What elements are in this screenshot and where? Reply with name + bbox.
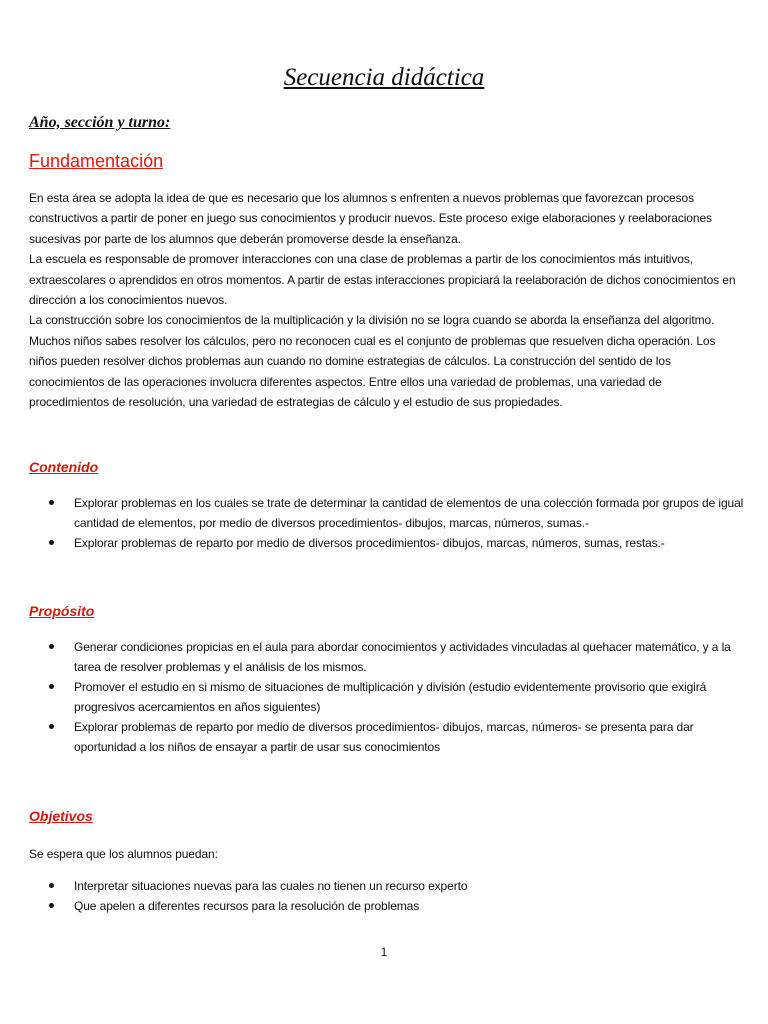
page-number: 1 — [380, 945, 388, 959]
list-item — [0, 493, 744, 533]
objetivos-list — [0, 876, 744, 916]
bullet-icon — [49, 903, 54, 908]
bullet-icon — [49, 724, 54, 729]
bullet-icon — [49, 540, 54, 545]
list-item — [0, 717, 744, 757]
list-item-text: Que apelen a diferentes recursos para la resolución de problemas — [74, 899, 420, 913]
year-section-shift-label: Año, sección y turno: — [29, 114, 171, 131]
list-item-text: Generar condiciones propicias en el aula para abordar conocimientos y actividades vinculadas al quehacer matemático, y a la tarea de resolver problemas y el análisis de los mismos. — [74, 640, 731, 674]
list-item — [0, 876, 744, 896]
objetivos-heading: Objetivos — [29, 808, 93, 824]
paragraph: La construcción sobre los conocimientos de la multiplicación y la división no se logra cuando se aborda la enseñanza del algoritmo. Muchos niños sabes resolver los cálculos, pero no reconocen cual es el conjunto de problemas que resuelven dicha operación. Los niños pueden resolver dichos problemas aun cuando no domine estrategias de cálculos. La construcción del sentido de los conocimientos de las operaciones involucra diferentes aspectos. Entre ellos una variedad de problemas, una variedad de procedimientos de resolución, una variedad de estrategias de cálculo y el estudio de sus propiedades. — [29, 313, 716, 410]
contenido-list — [0, 493, 744, 553]
bullet-icon — [49, 644, 54, 649]
objetivos-intro: Se espera que los alumnos puedan: — [29, 847, 218, 861]
list-item — [0, 677, 744, 717]
list-item-text: Explorar problemas de reparto por medio de diversos procedimientos- dibujos, marcas, números- se presenta para dar oportunidad a los niños de ensayar a partir de usar sus conocimientos — [74, 720, 694, 754]
bullet-icon — [49, 883, 54, 888]
proposito-heading: Propósito — [29, 603, 95, 619]
document-title: Secuencia didáctica — [283, 64, 485, 91]
list-item-text: Explorar problemas de reparto por medio de diversos procedimientos- dibujos, marcas, números, sumas, restas.- — [74, 536, 665, 550]
bullet-icon — [49, 500, 54, 505]
list-item-text: Promover el estudio en si mismo de situaciones de multiplicación y división (estudio evidentemente provisorio que exigirá progresivos acercamientos en años siguientes) — [74, 680, 707, 714]
paragraph: La escuela es responsable de promover interacciones con una clase de problemas a partir de los conocimientos más intuitivos, extraescolares o aprendidos en otros momentos. A partir de estas interacciones propiciará la reelaboración de dichos conocimientos en dirección a los conocimientos nuevos. — [29, 252, 736, 308]
list-item — [0, 533, 744, 553]
bullet-icon — [49, 684, 54, 689]
list-item-text: Interpretar situaciones nuevas para las cuales no tienen un recurso experto — [74, 879, 468, 893]
list-item — [0, 896, 744, 916]
paragraph: En esta área se adopta la idea de que es necesario que los alumnos s enfrenten a nuevos problemas que favorezcan procesos constructivos a partir de poner en juego sus conocimientos y producir nuevos. Este proceso exige elaboraciones y reelaboraciones sucesivas por parte de los alumnos que deberán promoverse desde la enseñanza. — [29, 191, 712, 246]
fundamentacion-heading: Fundamentación — [29, 151, 164, 171]
contenido-heading: Contenido — [29, 459, 99, 475]
list-item-text: Explorar problemas en los cuales se trate de determinar la cantidad de elementos de una colección formada por grupos de igual cantidad de elementos, por medio de diversos procedimientos- dibujos, marcas, números, sumas.- — [74, 496, 744, 530]
list-item — [0, 637, 744, 677]
fundamentacion-text — [29, 188, 741, 412]
proposito-list — [0, 637, 744, 757]
